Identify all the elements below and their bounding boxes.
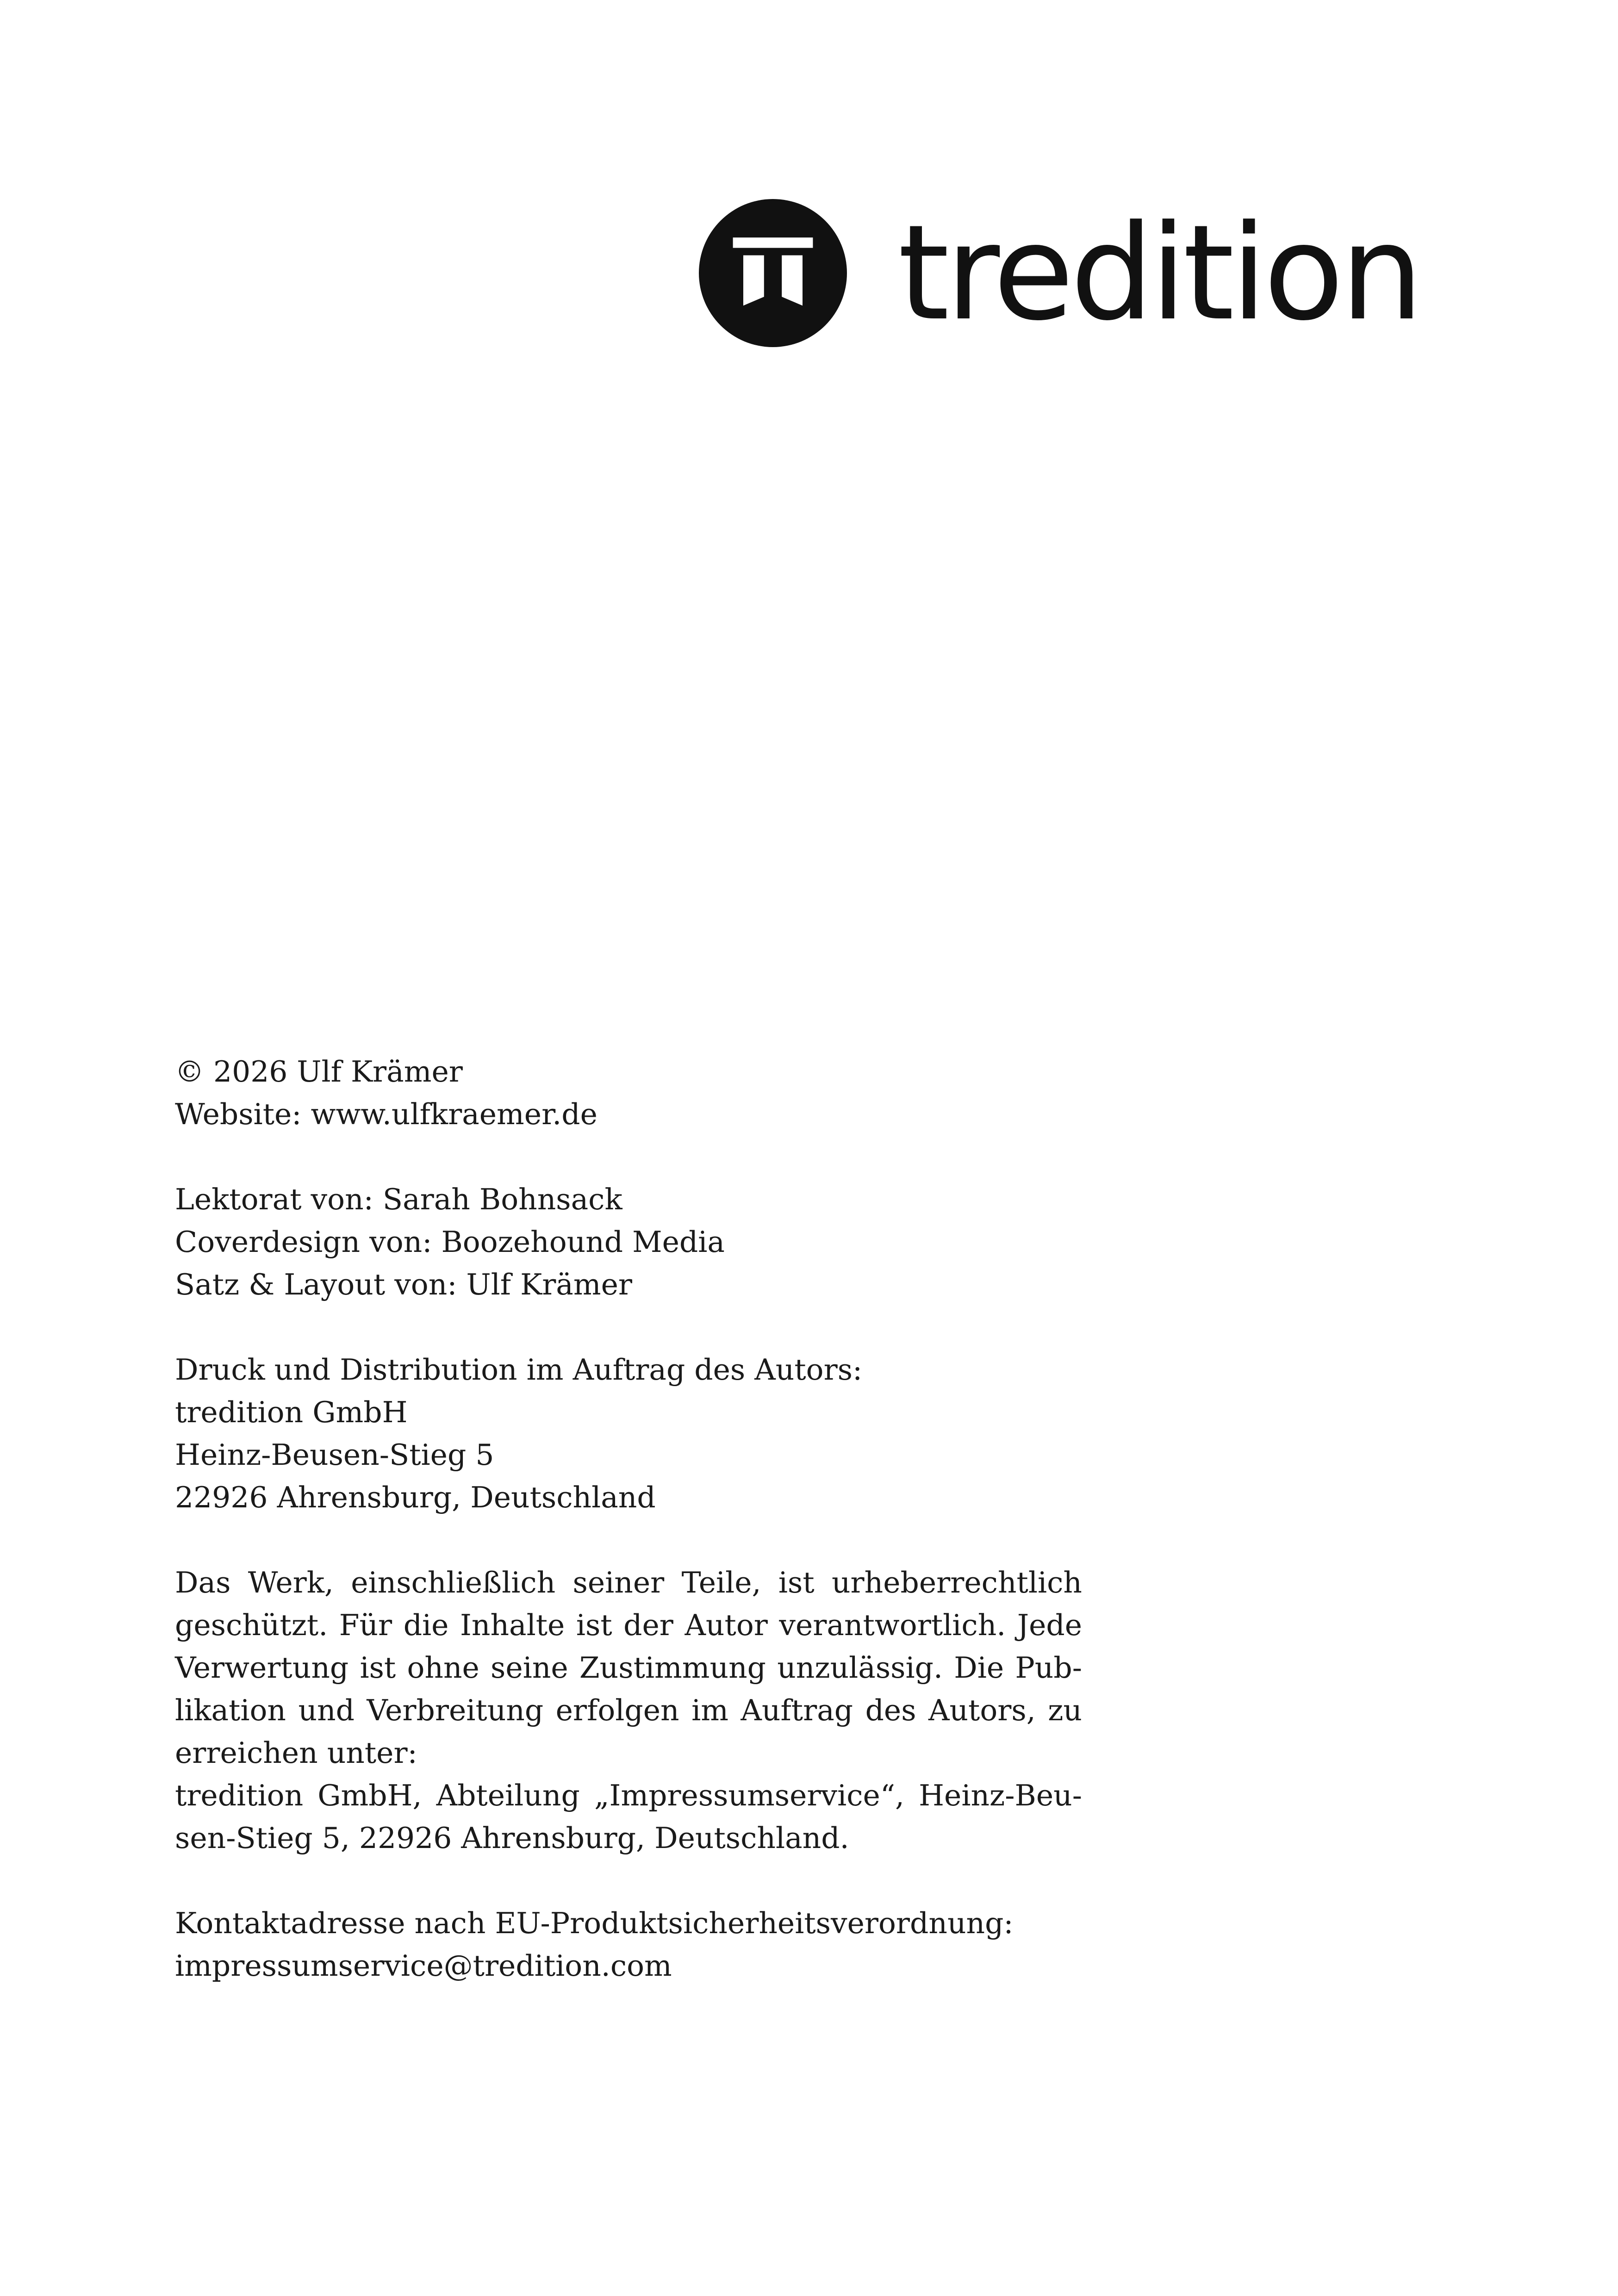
editing-credit: Lektorat von: Sarah Bohnsack <box>175 1182 622 1216</box>
publisher-wordmark: tredition <box>898 196 1420 349</box>
copyright-section <box>175 1051 1082 1136</box>
layout-credit: Satz & Layout von: Ulf Krämer <box>175 1268 633 1301</box>
cover-credit: Coverdesign von: Boozehound Media <box>175 1225 725 1259</box>
publisher-logo <box>699 196 1420 349</box>
distribution-section <box>175 1349 1082 1519</box>
credits-section <box>175 1178 1082 1306</box>
publisher-name: tredition GmbH <box>175 1395 408 1429</box>
rights-address: tredition GmbH, Abteilung „Impressumservice“, Heinz-Beusen-Stieg 5, 22926 Ahrensburg, Deutschland. <box>175 1779 1082 1855</box>
publisher-city: 22926 Ahrensburg, Deutschland <box>175 1481 656 1514</box>
imprint-block <box>175 1051 1082 1987</box>
publisher-street: Heinz-Beusen-Stieg 5 <box>175 1438 494 1472</box>
contact-email: impressumservice@tredition.com <box>175 1949 672 1983</box>
contact-section <box>175 1902 1082 1987</box>
rights-notice: Das Werk, einschließlich seiner Teile, ist urheberrechtlich geschützt. Für die Inhalte ist der Autor verantwortlich. Jede Verwertung ist ohne seine Zustimmung unzulässig. Die Publikation und Verbreitung erfolgen im Auftrag des Autors, zu erreichen unter: <box>175 1566 1082 1770</box>
copyright-line: © 2026 Ulf Krämer <box>175 1055 463 1089</box>
rights-section <box>175 1562 1082 1860</box>
contact-heading: Kontaktadresse nach EU-Produktsicherheitsverordnung: <box>175 1906 1014 1940</box>
website-line: Website: www.ulfkraemer.de <box>175 1097 597 1131</box>
tredition-emblem-icon <box>699 199 847 347</box>
distribution-heading: Druck und Distribution im Auftrag des Autors: <box>175 1353 863 1387</box>
